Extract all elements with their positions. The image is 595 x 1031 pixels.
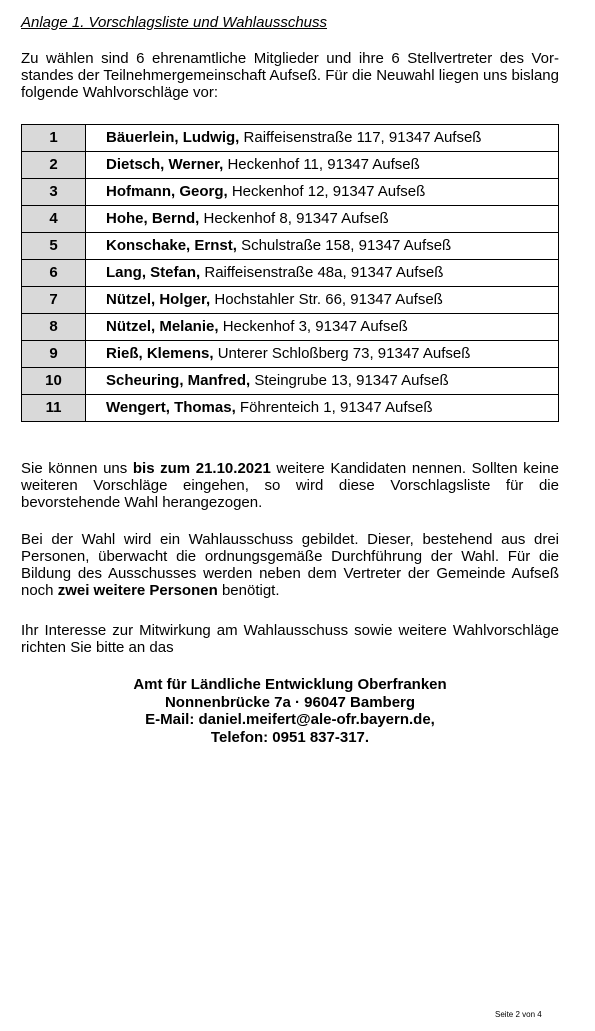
- candidate-name: Nützel, Holger,: [106, 291, 211, 308]
- candidate-address: Hochstahler Str. 66, 91347 Aufseß: [214, 291, 443, 308]
- table-row: [22, 395, 559, 422]
- candidate-name: Rieß, Klemens,: [106, 345, 214, 362]
- candidate-number: 6: [22, 260, 86, 287]
- candidate-entry: [86, 179, 559, 206]
- table-row: [22, 314, 559, 341]
- contact-block: [21, 676, 559, 746]
- contact-email: E-Mail: daniel.meifert@ale-ofr.bayern.de,: [145, 711, 435, 728]
- contact-street: Nonnenbrücke 7a · 96047 Bamberg: [164, 693, 416, 711]
- election-text-post: benötigt.: [217, 582, 280, 599]
- table-row: [22, 260, 559, 287]
- candidate-name: Scheuring, Manfred,: [106, 372, 251, 389]
- candidate-entry: [86, 395, 559, 422]
- table-row: [22, 233, 559, 260]
- intro-paragraph: Zu wählen sind 6 ehrenamtliche Mitglieder und ihre 6 Stellvertreter des Vorstandes der Teilnehmergemeinschaft Aufseß. Für die Neuwahl liegen uns bislang folgende Wahlvorschläge vor:: [21, 50, 559, 101]
- deadline-text-pre: Sie können uns: [21, 460, 133, 477]
- candidate-address: Raiffeisenstraße 117, 91347 Aufseß: [243, 129, 482, 146]
- candidate-address: Schulstraße 158, 91347 Aufseß: [241, 237, 452, 254]
- candidate-name: Wengert, Thomas,: [106, 399, 236, 416]
- candidate-name: Hohe, Bernd,: [106, 210, 200, 227]
- candidate-address: Unterer Schloßberg 73, 91347 Aufseß: [217, 345, 471, 362]
- candidate-name: Lang, Stefan,: [106, 264, 201, 281]
- deadline-paragraph: [21, 460, 559, 511]
- candidate-number: 9: [22, 341, 86, 368]
- deadline-date: bis zum 21.10.2021: [132, 460, 271, 477]
- table-row: [22, 206, 559, 233]
- candidate-number: 8: [22, 314, 86, 341]
- deadline-text-post: weitere Kandidaten nennen. Sollten keine weiteren Vorschläge eingehen, so wird diese Vorschlagsliste für die bevorstehende Wahl herangezogen.: [21, 460, 559, 511]
- candidate-entry: [86, 125, 559, 152]
- candidate-entry: [86, 233, 559, 260]
- candidate-number: 3: [22, 179, 86, 206]
- candidate-table: [21, 124, 559, 422]
- candidate-entry: [86, 314, 559, 341]
- candidate-name: Nützel, Melanie,: [106, 318, 219, 335]
- election-paragraph: [21, 531, 559, 599]
- candidate-address: Heckenhof 3, 91347 Aufseß: [222, 318, 408, 335]
- candidate-number: 11: [22, 395, 86, 422]
- table-row: [22, 287, 559, 314]
- candidate-number: 7: [22, 287, 86, 314]
- election-text-pre: Bei der Wahl wird ein Wahlausschuss gebildet. Dieser, bestehend aus drei Personen, überwacht die ordnungsgemäße Durchführung der Wahl. Für die Bildung des Ausschusses werden neben dem Vertreter der Gemeinde Aufseß noch: [21, 531, 559, 599]
- interest-paragraph: Ihr Interesse zur Mitwirkung am Wahlausschuss sowie weitere Wahlvorschläge richten Sie bitte an das: [21, 622, 559, 656]
- table-row: [22, 368, 559, 395]
- candidate-entry: [86, 152, 559, 179]
- contact-phone: Telefon: 0951 837-317.: [210, 728, 370, 746]
- candidate-number: 10: [22, 368, 86, 395]
- table-row: [22, 152, 559, 179]
- candidate-entry: [86, 341, 559, 368]
- candidate-address: Raiffeisenstraße 48a, 91347 Aufseß: [204, 264, 444, 281]
- candidate-address: Heckenhof 8, 91347 Aufseß: [203, 210, 389, 227]
- section-heading: Anlage 1. Vorschlagsliste und Wahlausschuss: [21, 14, 328, 31]
- page-number: Seite 2 von 4: [495, 1010, 542, 1019]
- candidate-entry: [86, 368, 559, 395]
- table-row: [22, 341, 559, 368]
- candidate-name: Hofmann, Georg,: [106, 183, 228, 200]
- table-row: [22, 179, 559, 206]
- candidate-name: Konschake, Ernst,: [106, 237, 237, 254]
- election-persons: zwei weitere Personen: [57, 582, 218, 599]
- candidate-name: Dietsch, Werner,: [106, 156, 224, 173]
- candidate-number: 2: [22, 152, 86, 179]
- candidate-entry: [86, 287, 559, 314]
- candidate-address: Steingrube 13, 91347 Aufseß: [254, 372, 449, 389]
- candidate-entry: [86, 206, 559, 233]
- candidate-address: Heckenhof 12, 91347 Aufseß: [231, 183, 426, 200]
- contact-office: Amt für Ländliche Entwicklung Oberfranken: [133, 676, 447, 693]
- candidate-address: Heckenhof 11, 91347 Aufseß: [227, 156, 420, 173]
- candidate-address: Föhrenteich 1, 91347 Aufseß: [239, 399, 433, 416]
- candidate-entry: [86, 260, 559, 287]
- candidate-number: 5: [22, 233, 86, 260]
- table-row: [22, 125, 559, 152]
- candidate-number: 4: [22, 206, 86, 233]
- candidate-name: Bäuerlein, Ludwig,: [106, 129, 240, 146]
- candidate-number: 1: [22, 125, 86, 152]
